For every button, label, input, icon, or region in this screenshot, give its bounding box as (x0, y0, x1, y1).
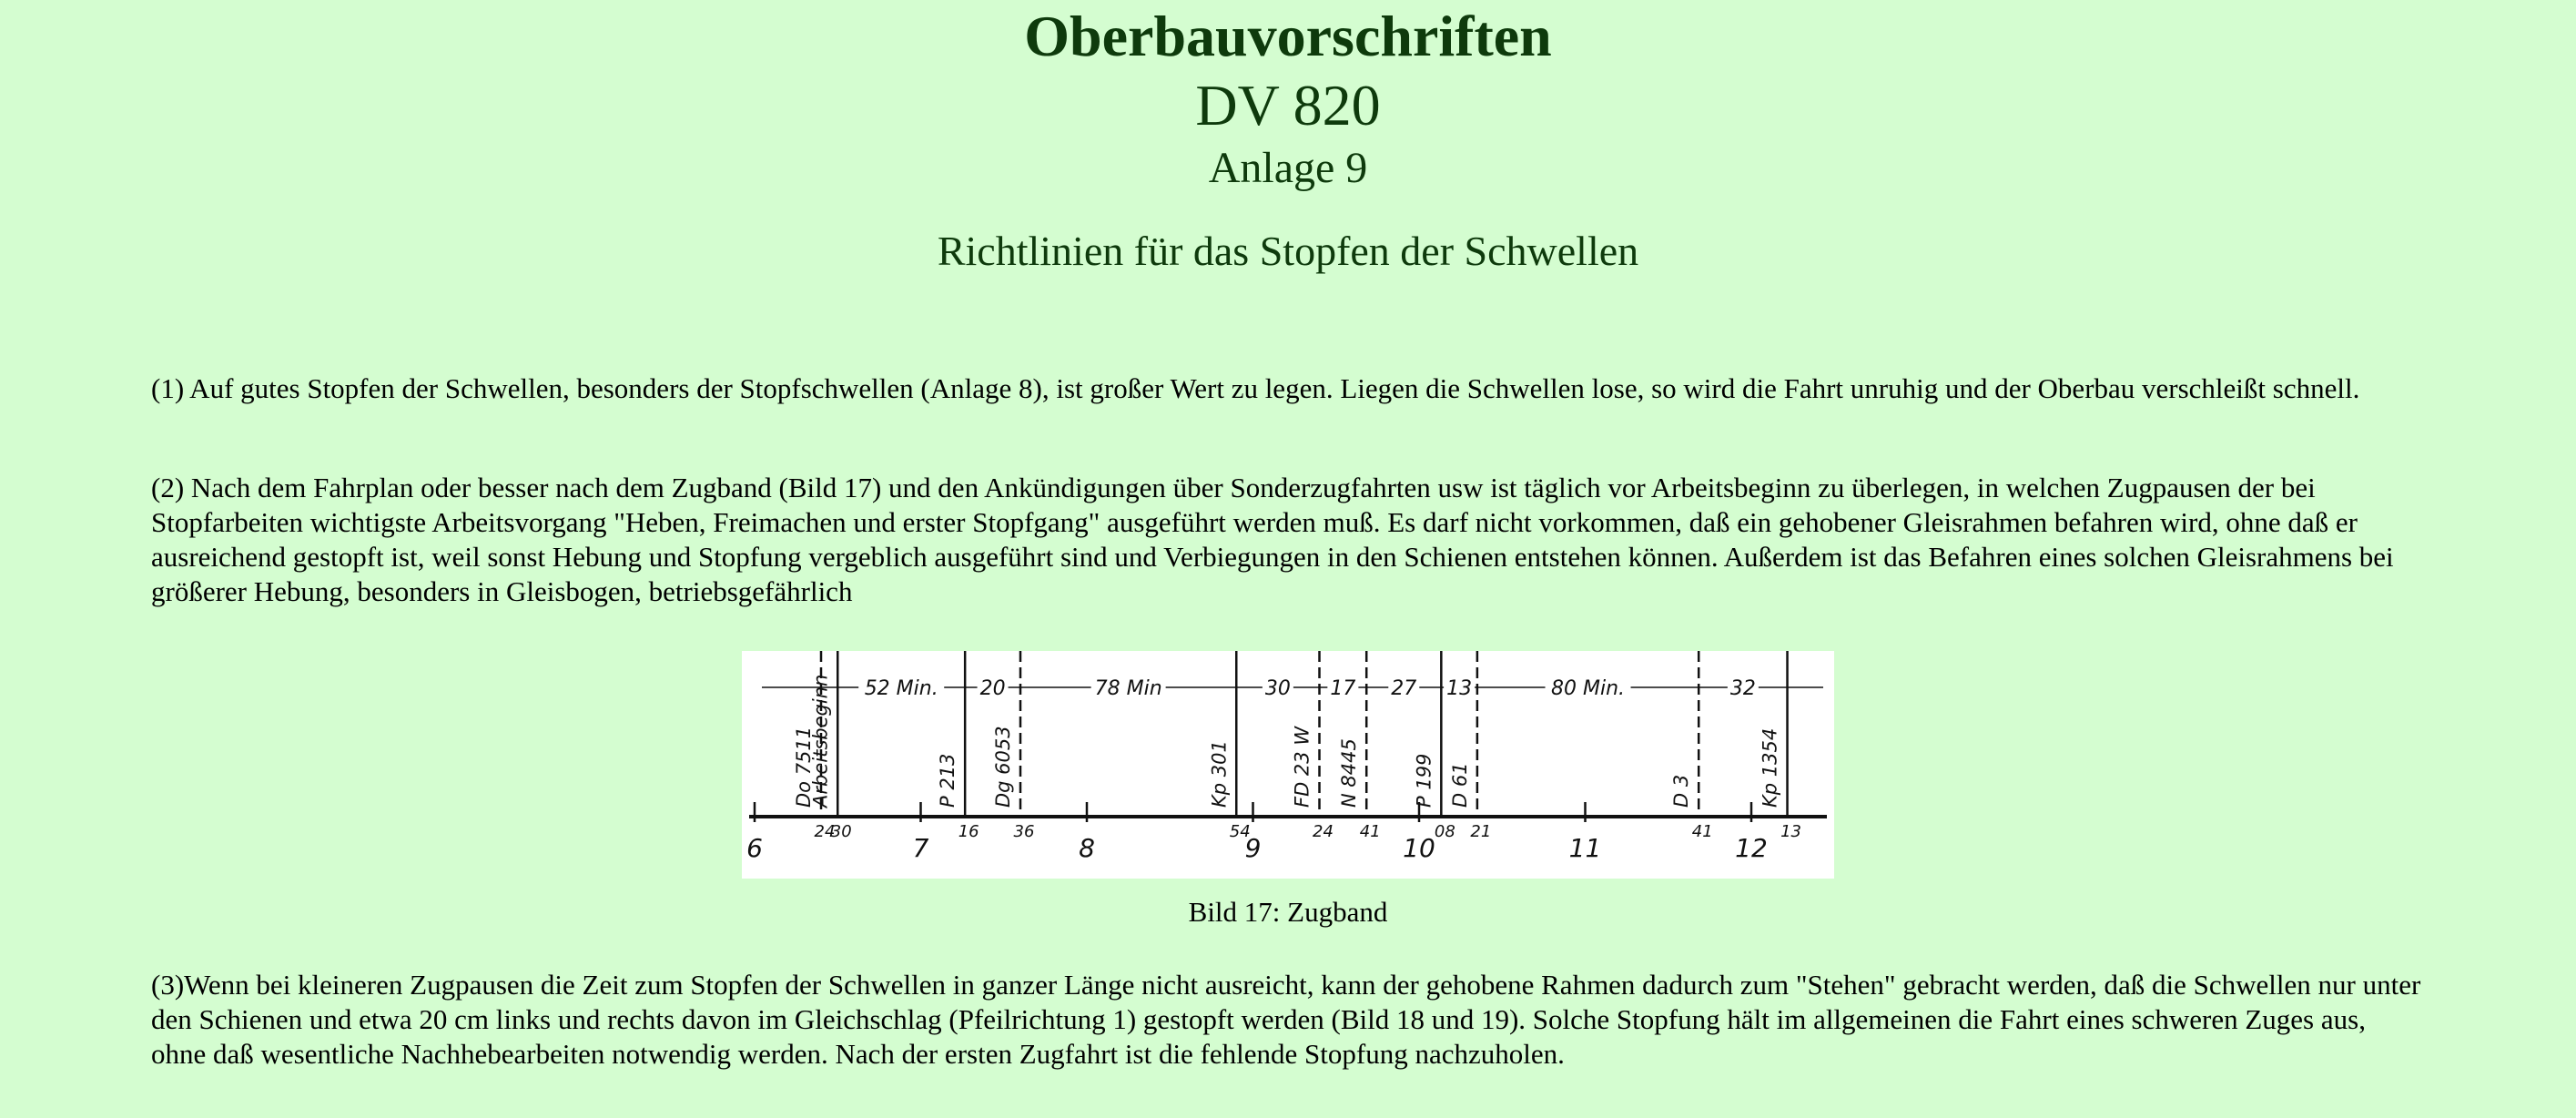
hour-label: 6 (746, 833, 763, 863)
train-label: N 8445 (1338, 738, 1361, 808)
paragraph-2: (2) Nach dem Fahrplan oder besser nach dem Zugband (Bild 17) und den Ankündigungen über Sonderzugfahrten usw ist täglich vor Arbeitsbeginn zu überlegen, in welchen Zugpausen der bei Stopfarbeiten wichtigste Arbeitsvorgang "Heben, Freimachen und erster Stopfgang" ausgeführt werden muß. Es darf nicht vorkommen, daß ein gehobener Gleisrahmen befahren wird, ohne daß er ausreichend gestopft ist, weil sonst Hebung und Stopfung vergeblich ausgeführt sind und Verbiegungen in den Schienen entstehen können. Außerdem ist das Befahren eines solchen Gleisrahmens bei größerer Hebung, besonders in Gleisbogen, betriebsgefährlich (151, 472, 2394, 607)
minute-label: 24 (1313, 822, 1334, 841)
train-label: P 213 (937, 753, 959, 808)
gap-label: 52 Min. (864, 677, 938, 700)
train-label: FD 23 W (1291, 726, 1313, 808)
gap-label: 17 (1330, 677, 1356, 700)
paragraph-1: (1) Auf gutes Stopfen der Schwellen, besonders der Stopfschwellen (Anlage 8), ist großer Wert zu legen. Liegen die Schwellen lose, so wird die Fahrt unruhig und der Oberbau verschleißt schnell. (151, 372, 2360, 404)
gap-label: 78 Min (1094, 677, 1162, 700)
paragraph-3: (3)Wenn bei kleineren Zugpausen die Zeit zum Stopfen der Schwellen in ganzer Länge nicht ausreicht, kann der gehobene Rahmen dadurch zum "Stehen" gebracht werden, daß die Schwellen nur unter den Schienen und etwa 20 cm links und rechts davon im Gleichschlag (Pfeilrichtung 1) gestopft werden (Bild 18 und 19). Solche Stopfung hält im allgemeinen die Fahrt eines schweren Zuges aus, ohne daß wesentliche Nachhebearbeiten notwendig werden. Nach der ersten Zugfahrt ist die fehlende Stopfung nachzuholen. (151, 969, 2421, 1070)
minute-label: 41 (1359, 822, 1381, 841)
gap-label: 32 (1729, 677, 1756, 700)
gap-label: 27 (1391, 677, 1417, 700)
zugband-figure (742, 651, 1834, 879)
gap-label: 20 (979, 677, 1006, 700)
minute-label: 16 (958, 822, 979, 841)
hour-label: 9 (1244, 833, 1262, 863)
hour-label: 8 (1079, 833, 1095, 863)
gap-label: 13 (1446, 677, 1473, 700)
annex-label: Anlage 9 (1208, 144, 1368, 192)
minute-label: 08 (1434, 822, 1455, 841)
train-label: Dg 6053 (992, 726, 1014, 808)
document-code: DV 820 (1195, 73, 1381, 137)
train-label: Do 7511 (793, 726, 815, 808)
minute-label: 30 (830, 822, 852, 841)
figure-caption: Bild 17: Zugband (1188, 896, 1388, 928)
train-label: P 199 (1413, 753, 1435, 808)
minute-label: 24 (814, 822, 836, 841)
gap-label: 30 (1264, 677, 1291, 700)
hour-label: 11 (1568, 833, 1602, 863)
hour-label: 10 (1403, 833, 1435, 863)
gap-label: 80 Min. (1551, 677, 1626, 700)
train-label: Arbeitsbeginn (809, 674, 832, 808)
minute-label: 36 (1013, 822, 1035, 841)
train-label: Kp 1354 (1759, 727, 1781, 808)
zugband-timeline (742, 651, 1834, 879)
train-label: Kp 301 (1208, 740, 1231, 808)
minute-label: 54 (1229, 822, 1251, 841)
minute-label: 13 (1780, 822, 1801, 841)
train-label: D 61 (1448, 762, 1471, 808)
minute-label: 21 (1470, 822, 1492, 841)
section-title: Richtlinien für das Stopfen der Schwellen (937, 228, 1639, 274)
minute-label: 41 (1691, 822, 1713, 841)
page-title: Oberbauvorschriften (1024, 4, 1552, 68)
hour-label: 7 (912, 833, 929, 863)
train-label: D 3 (1670, 774, 1693, 808)
hour-label: 12 (1735, 833, 1768, 863)
